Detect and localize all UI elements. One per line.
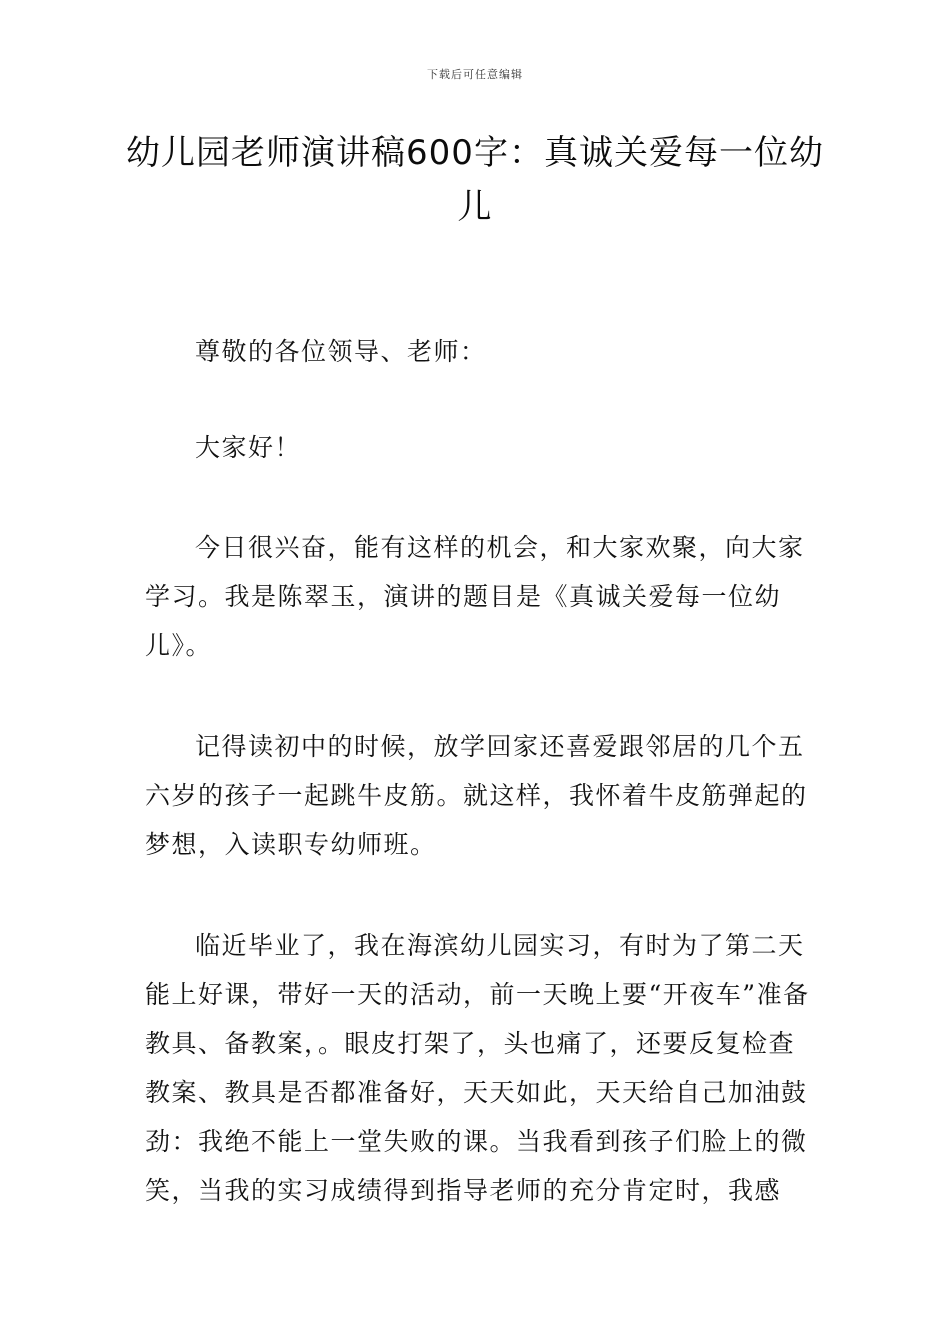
paragraph-2-text: 记得读初中的时候，放学回家还喜爱跟邻居的几个五六岁的孩子一起跳牛皮筋。就这样，我怀着牛皮筋弹起的梦想，入读职专幼师班。 [145,732,808,859]
paragraph-1-text: 今日很兴奋，能有这样的机会，和大家欢聚，向大家学习。我是陈翠玉，演讲的题目是《真诚关爱每一位幼儿》。 [145,533,805,660]
paragraph-3 [145,921,810,1215]
document-title: 幼儿园老师演讲稿600字：真诚关爱每一位幼儿 [126,133,824,227]
greeting-text: 大家好！ [195,433,302,462]
paragraph-3-text: 临近毕业了，我在海滨幼儿园实习，有时为了第二天能上好课，带好一天的活动，前一天晚上要“开夜车”准备教具、备教案，。眼皮打架了，头也痛了，还要反复检查教案、教具是否都准备好，天天如此，天天给自己加油鼓劲：我绝不能上一堂失败的课。当我看到孩子们脸上的微笑，当我的实习成绩得到指导老师的充分肯定时，我感 [145,931,810,1205]
salutation-text: 尊敬的各位领导、老师： [195,337,487,366]
paragraph-1 [145,523,810,670]
greeting [145,423,810,472]
header-note: 下载后可任意编辑 [427,68,523,81]
salutation [145,327,810,376]
paragraph-2 [145,722,810,869]
